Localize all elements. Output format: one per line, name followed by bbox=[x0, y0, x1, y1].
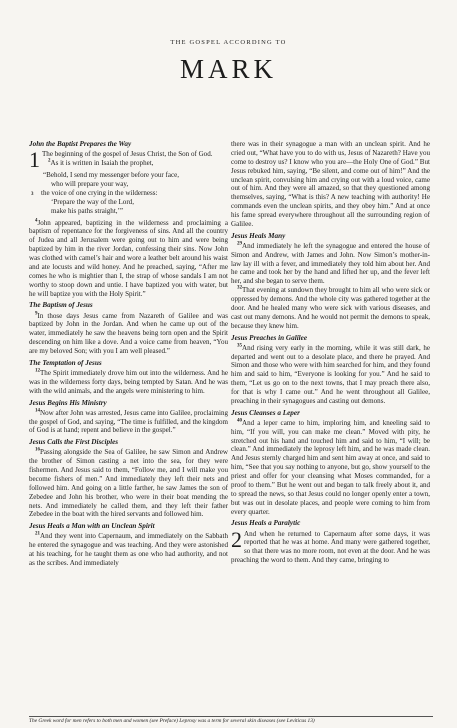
paragraph-1-2: $^2$As it is written in Isaiah the prophet, bbox=[48, 158, 154, 167]
poetry-line: 3 the voice of one crying in the wilderness: bbox=[31, 188, 158, 197]
section-heading: John the Baptist Prepares the Way bbox=[29, 140, 132, 148]
section-heading: The Baptism of Jesus bbox=[29, 301, 93, 310]
paragraph-1-9: $^9$In those days Jesus came from Nazareth of Galilee and was baptized by John in the Jordan. And when he came up out of the water, immediately he saw the heavens being torn open and the Spirit descending on him like a dove. And a voice came from heaven, “You are my beloved Son; with you I am well pleased.” bbox=[29, 311, 228, 356]
paragraph-1-1: 1 The beginning of the gospel of Jesus Christ, the Son of God. bbox=[29, 147, 213, 173]
paragraph-1-35: $^{35}$And rising very early in the morning, while it was still dark, he departed and went out to a desolate place, and there he prayed. And Simon and those who were with him searched for him, and they found him and said to him, “Everyone is looking for you.” And he said to them, “Let us go on to the next towns, that I may preach there also, for that is why I came out.” And he went throughout all Galilee, preaching in their synagogues and casting out demons. bbox=[231, 343, 430, 405]
section-heading: Jesus Heals a Man with an Unclean Spirit bbox=[29, 522, 155, 531]
poetry-line: “Behold, I send my messenger before your face, bbox=[43, 170, 179, 179]
section-heading: The Temptation of Jesus bbox=[29, 358, 102, 367]
footnotes: The Greek word for men refers to both men and women (see Preface) Leprosy was a term for several skin diseases (see Leviticus 13) bbox=[29, 716, 433, 724]
section-heading: Jesus Calls the First Disciples bbox=[29, 438, 119, 447]
section-heading: Jesus Heals Many bbox=[231, 231, 286, 240]
paragraph-1-16: $^{16}$Passing alongside the Sea of Galilee, he saw Simon and Andrew the brother of Simon casting a net into the sea, for they were fishermen. And Jesus said to them, “Follow me, and I will make you become fishers of men.” And immediately they left their nets and followed him. And going on a little farther, he saw James the son of Zebedee and John his brother, who were in their boat mending the nets. And immediately he called them, and they left their father Zebedee in the boat with the hired servants and followed him. bbox=[29, 448, 228, 519]
paragraph-1-32: $^{32}$That evening at sundown they brought to him all who were sick or oppressed by demons. And the whole city was gathered together at the door. And he healed many who were sick with various diseases, and cast out many demons. And he would not permit the demons to speak, because they knew him. bbox=[231, 285, 430, 330]
section-heading: Jesus Cleanses a Leper bbox=[231, 408, 300, 417]
paragraph-1-40: $^{40}$And a leper came to him, imploring him, and kneeling said to him, “If you will, you can make me clean.” Moved with pity, he stretched out his hand and touched him and said to him, “I will; be clean.” And immediately the leprosy left him, and he was made clean. And Jesus sternly charged him and sent him away at once, and said to him, “See that you say nothing to anyone, but go, show yourself to the priest and offer for your cleansing what Moses commanded, for a proof to them.” But he went out and began to talk freely about it, and to spread the news, so that Jesus could no longer openly enter a town, but was out in desolate places, and people were coming to him from every quarter. bbox=[231, 418, 430, 516]
poetry-line: make his paths straight,’” bbox=[51, 206, 124, 215]
paragraph-1-29: $^{29}$And immediately he left the synagogue and entered the house of Simon and Andrew, with James and John. Now Simon’s mother-in-law lay ill with a fever, and immediately they told him about her. And he came and took her by the hand and lifted her up, and the fever left her, and she began to serve them. bbox=[231, 241, 430, 286]
poetry-line: ‘Prepare the way of the Lord, bbox=[51, 197, 134, 206]
poetry-line: who will prepare your way, bbox=[51, 179, 129, 188]
book-title: MARK bbox=[179, 54, 277, 84]
isaiah-quotation bbox=[29, 171, 228, 216]
paragraph-1-4: $^4$John appeared, baptizing in the wilderness and proclaiming a baptism of repentance for the forgiveness of sins. And all the country of Judea and all Jerusalem were going out to him and were being baptized by him in the river Jordan, confessing their sins. Now John was clothed with camel’s hair and wore a leather belt around his waist and ate locusts and wild honey. And he preached, saying, “After me comes he who is mightier than I, the strap of whose sandals I am not worthy to stoop down and untie. I have baptized you with water, but he will baptize you with the Holy Spirit.” bbox=[29, 218, 228, 298]
paragraph-1-12: $^{12}$The Spirit immediately drove him out into the wilderness. And he was in the wilderness forty days, being tempted by Satan. And he was with the wild animals, and the angels were ministering to him. bbox=[29, 368, 228, 395]
chapter-number: 1 bbox=[29, 147, 40, 173]
right-column bbox=[231, 140, 430, 565]
left-column bbox=[29, 140, 228, 568]
paragraph-1-14: $^{14}$Now after John was arrested, Jesus came into Galilee, proclaiming the gospel of God, and saying, “The time is fulfilled, and the kingdom of God is at hand; repent and believe in the gospel.” bbox=[29, 408, 228, 435]
section-heading: Jesus Begins His Ministry bbox=[29, 398, 107, 407]
paragraph-1-21: $^{21}$And they went into Capernaum, and immediately on the Sabbath he entered the synagogue and was teaching. And they were astonished at his teaching, for he taught them as one who had authority, and not as the scribes. And immediately bbox=[29, 532, 228, 568]
section-heading: Jesus Heals a Paralytic bbox=[231, 519, 301, 528]
paragraph-1-23: there was in their synagogue a man with an unclean spirit. And he cried out, “What have you to do with us, Jesus of Nazareth? Have you come to destroy us? I know who you are—the Holy One of God.” But Jesus rebuked him, saying, “Be silent, and come out of him!” And the unclean spirit, convulsing him and crying out with a loud voice, came out of him. And they were all amazed, so that they questioned among themselves, saying, “What is this? A new teaching with authority! He commands even the unclean spirits, and they obey him.” And at once his fame spread everywhere throughout all the surrounding region of Galilee. bbox=[231, 140, 430, 228]
section-heading: Jesus Preaches in Galilee bbox=[231, 333, 308, 342]
chapter-number: 2 bbox=[231, 526, 242, 552]
gospel-heading: THE GOSPEL ACCORDING TO bbox=[170, 39, 287, 46]
paragraph-2-1: 2 And when he returned to Capernaum after some days, it was reported that he was at home. And many were gathered together, so that there was no more room, not even at the door. And he was preaching the word to them. And they came, bringing to bbox=[231, 526, 430, 565]
